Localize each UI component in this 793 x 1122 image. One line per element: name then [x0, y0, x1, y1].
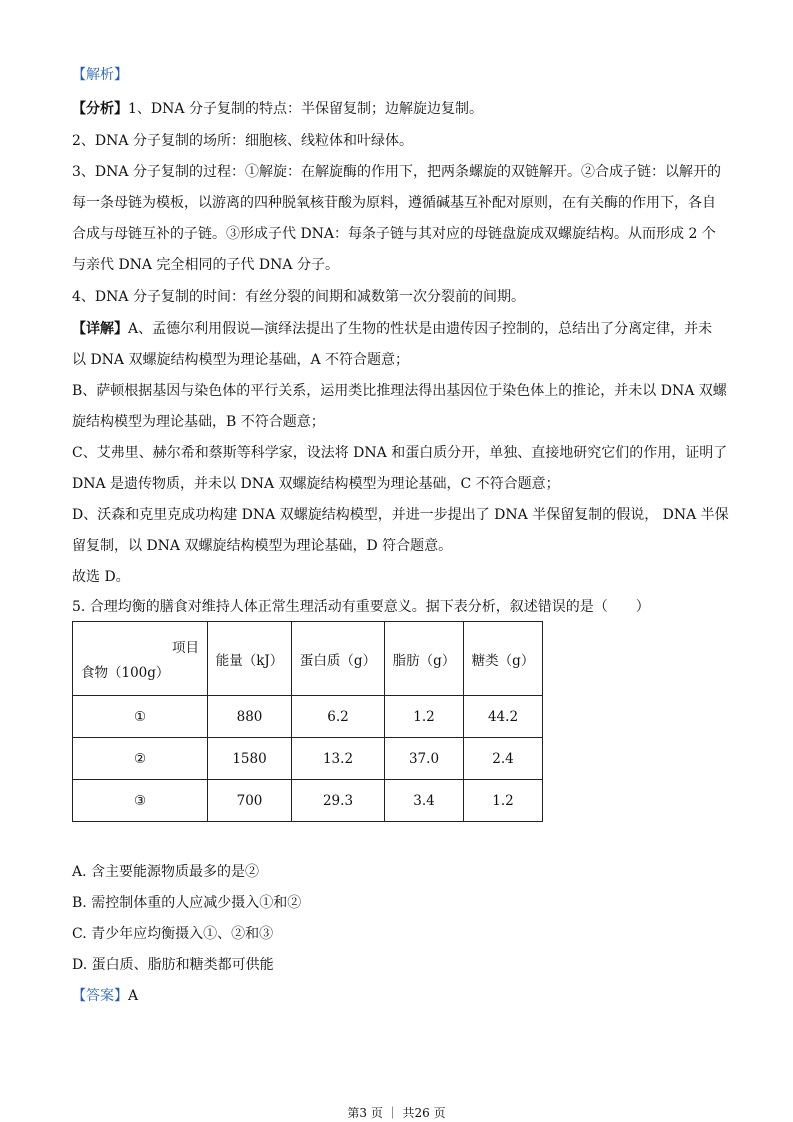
table-row — [73, 738, 543, 780]
detail-D-2: 留复制，以 DNA 双螺旋结构模型为理论基础，D 符合题意。 — [72, 538, 453, 554]
analysis-point-1 — [72, 100, 483, 118]
value-cell: 29.3 — [292, 780, 385, 822]
detail-C-2: DNA 是遗传物质，并未以 DNA 双螺旋结构模型为理论基础，C 不符合题意； — [72, 476, 560, 492]
food-cell: ① — [73, 696, 208, 738]
value-cell: 37.0 — [385, 738, 464, 780]
detail-A-text: A、孟德尔利用假说—演绎法提出了生物的性状是由遗传因子控制的，总结出了分离定律，并未 — [128, 321, 713, 337]
analysis-text-1: 1、DNA 分子复制的特点：半保留复制；边解旋边复制。 — [128, 101, 483, 117]
analysis-point-3c: 合成与母链互补的子链。③形成子代 DNA：每条子链与其对应的母链盘旋成双螺旋结构。从而形成 2 个 — [72, 226, 716, 242]
value-cell: 3.4 — [385, 780, 464, 822]
option-b: B. 需控制体重的人应减少摄入①和② — [72, 895, 302, 911]
answer-tag: 【答案】 — [72, 988, 128, 1004]
option-d: D. 蛋白质、脂肪和糖类都可供能 — [72, 957, 274, 973]
answer-line — [72, 987, 138, 1005]
value-cell: 1.2 — [385, 696, 464, 738]
detail-A-2: 以 DNA 双螺旋结构模型为理论基础，A 不符合题意； — [72, 352, 410, 368]
analysis-point-3b: 每一条母链为模板，以游离的四种脱氧核苷酸为原料，遵循碱基互补配对原则，在有关酶的作用下，各自 — [72, 195, 716, 211]
nutrition-table — [72, 621, 543, 822]
corner-cell — [73, 622, 208, 696]
header-protein: 蛋白质（g） — [292, 622, 385, 696]
analysis-point-2: 2、DNA 分子复制的场所：细胞核、线粒体和叶绿体。 — [72, 133, 413, 149]
analysis-point-3d: 与亲代 DNA 完全相同的子代 DNA 分子。 — [72, 257, 339, 273]
analysis-point-3a: 3、DNA 分子复制的过程：①解旋：在解旋酶的作用下，把两条螺旋的双链解开。②合成子链：以解开的 — [72, 164, 721, 180]
header-fat: 脂肪（g） — [385, 622, 464, 696]
answer-value: A — [128, 988, 139, 1004]
corner-bottom-label: 食物（100g） — [81, 665, 170, 681]
value-cell: 1580 — [208, 738, 292, 780]
value-cell: 6.2 — [292, 696, 385, 738]
detail-D-1: D、沃森和克里克成功构建 DNA 双螺旋结构模型，并进一步提出了 DNA 半保留复制的假说， DNA 半保 — [72, 507, 729, 523]
value-cell: 700 — [208, 780, 292, 822]
table-row — [73, 696, 543, 738]
detail-B-2: 旋结构模型为理论基础，B 不符合题意； — [72, 414, 325, 430]
analysis-point-4: 4、DNA 分子复制的时间：有丝分裂的间期和减数第一次分裂前的间期。 — [72, 289, 525, 305]
header-sugar: 糖类（g） — [464, 622, 543, 696]
option-a: A. 含主要能源物质最多的是② — [72, 864, 260, 880]
analysis-tag: 【分析】 — [72, 101, 128, 117]
header-energy: 能量（kJ） — [208, 622, 292, 696]
option-c: C. 青少年应均衡摄入①、②和③ — [72, 926, 274, 942]
food-cell: ③ — [73, 780, 208, 822]
corner-top-label: 项目 — [172, 640, 199, 656]
value-cell: 2.4 — [464, 738, 543, 780]
conclusion: 故选 D。 — [72, 569, 130, 585]
table-row — [73, 780, 543, 822]
detail-tag: 【详解】 — [72, 321, 128, 337]
value-cell: 1.2 — [464, 780, 543, 822]
table-header-row — [73, 622, 543, 696]
value-cell: 880 — [208, 696, 292, 738]
detail-A-1 — [72, 320, 712, 338]
detail-B-1: B、萨顿根据基因与染色体的平行关系，运用类比推理法得出基因位于染色体上的推论，并未以 DNA 双螺 — [72, 383, 727, 399]
value-cell: 13.2 — [292, 738, 385, 780]
value-cell: 44.2 — [464, 696, 543, 738]
analysis-label: 【解析】 — [72, 67, 128, 83]
detail-C-1: C、艾弗里、赫尔希和蔡斯等科学家，设法将 DNA 和蛋白质分开，单独、直接地研究它们的作用，证明了 — [72, 445, 728, 461]
page-footer: 第3 页 ｜ 共26 页 — [347, 1106, 446, 1120]
question-stem: 5. 合理均衡的膳食对维持人体正常生理活动有重要意义。据下表分析，叙述错误的是（ ） — [72, 599, 650, 615]
food-cell: ② — [73, 738, 208, 780]
